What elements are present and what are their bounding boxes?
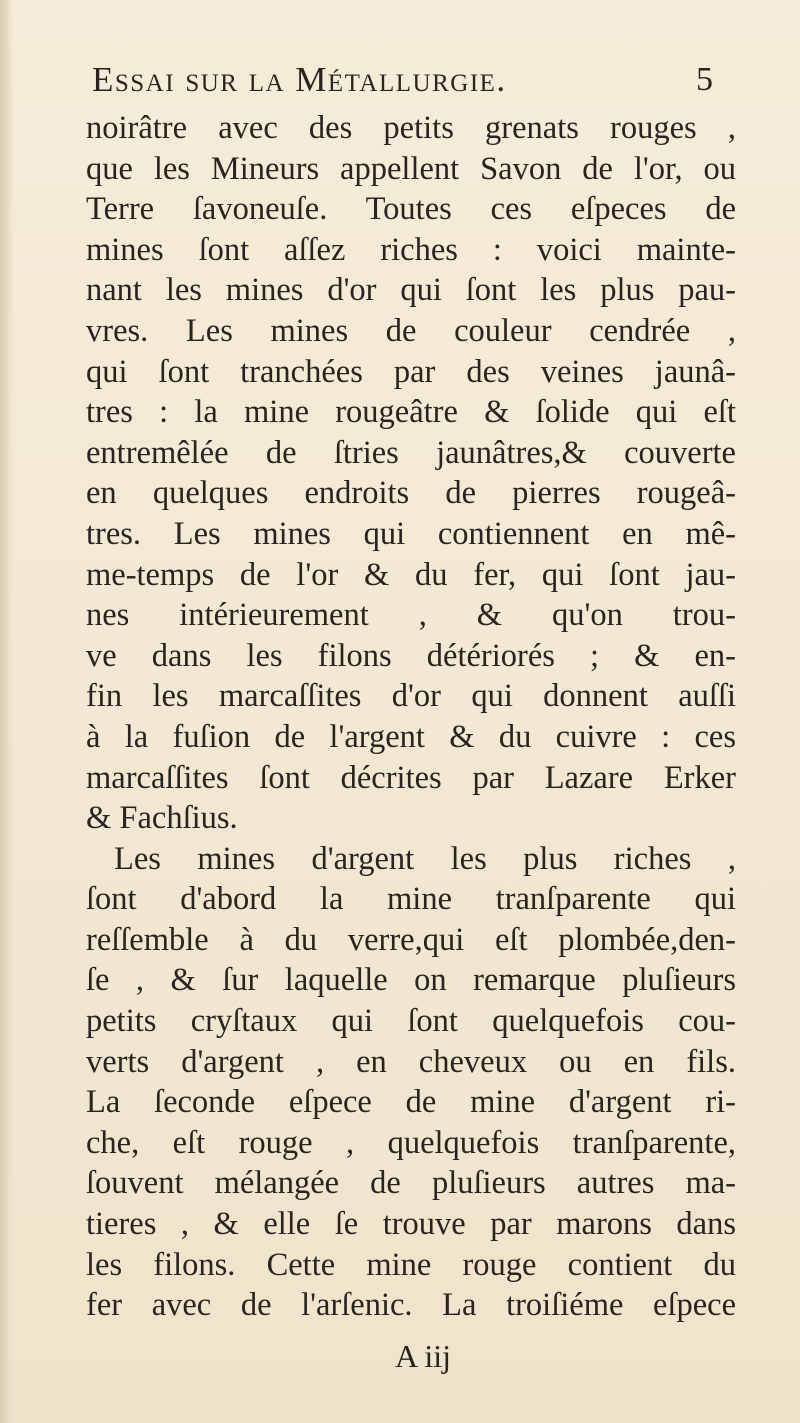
- text-line: marcaſſites ſont décrites par Lazare Erker: [86, 759, 736, 796]
- text-line: ve dans les filons détériorés ; & en-: [86, 637, 736, 674]
- signature-mark: A iij: [395, 1338, 452, 1374]
- text-line: reſſemble à du verre,qui eſt plombée,den-: [86, 921, 736, 958]
- text-line: tieres , & elle ſe trouve par marons dans: [86, 1206, 736, 1243]
- text-line: tres : la mine rougeâtre & ſolide qui eſt: [86, 394, 736, 431]
- text-line: tres. Les mines qui contiennent en mê-: [86, 515, 736, 552]
- text-line: noirâtre avec des petits grenats rouges ,: [86, 110, 736, 146]
- text-line: Les mines d'argent les plus riches ,: [114, 840, 736, 877]
- text-line: ſe , & ſur laquelle on remarque pluſieurs: [86, 962, 736, 999]
- text-line: che, eſt rouge , quelquefois tranſparente,: [86, 1124, 736, 1161]
- page-number: 5: [696, 61, 713, 98]
- text-line: en quelques endroits de pierres rougeâ-: [86, 475, 736, 512]
- text-line: à la fuſion de l'argent & du cuivre : ces: [86, 718, 736, 755]
- text-line: nes intérieurement , & qu'on trou-: [86, 597, 736, 634]
- text-line: La ſeconde eſpece de mine d'argent ri-: [86, 1084, 736, 1121]
- text-line: nant les mines d'or qui ſont les plus pau-: [86, 272, 736, 309]
- text-line: ſont d'abord la mine tranſparente qui: [86, 881, 736, 918]
- text-line: que les Mineurs appellent Savon de l'or, ou: [86, 150, 736, 187]
- text-line: fin les marcaſſites d'or qui donnent auſſi: [86, 678, 736, 715]
- text-line: qui ſont tranchées par des veines jaunâ-: [86, 353, 736, 390]
- text-line: & Fachſius.: [86, 800, 238, 837]
- text-line: petits cryſtaux qui ſont quelquefois cou-: [86, 1003, 736, 1040]
- body-text: [86, 108, 736, 1326]
- text-line: entremêlée de ſtries jaunâtres,& couverte: [86, 434, 736, 471]
- text-line: ſouvent mélangée de pluſieurs autres ma-: [86, 1165, 736, 1202]
- text-line: fer avec de l'arſenic. La troiſiéme eſpece: [86, 1287, 736, 1324]
- running-title: Essai sur la Métallurgie.: [92, 60, 507, 99]
- page-gutter: [0, 0, 14, 1423]
- text-line: verts d'argent , en cheveux ou en fils.: [86, 1043, 736, 1080]
- text-line: Terre ſavoneuſe. Toutes ces eſpeces de: [86, 191, 736, 228]
- text-line: me-temps de l'or & du fer, qui ſont jau-: [86, 556, 736, 593]
- text-line: mines ſont aſſez riches : voici mainte-: [86, 231, 736, 268]
- text-line: vres. Les mines de couleur cendrée ,: [86, 312, 736, 349]
- text-line: les filons. Cette mine rouge contient du: [86, 1246, 736, 1283]
